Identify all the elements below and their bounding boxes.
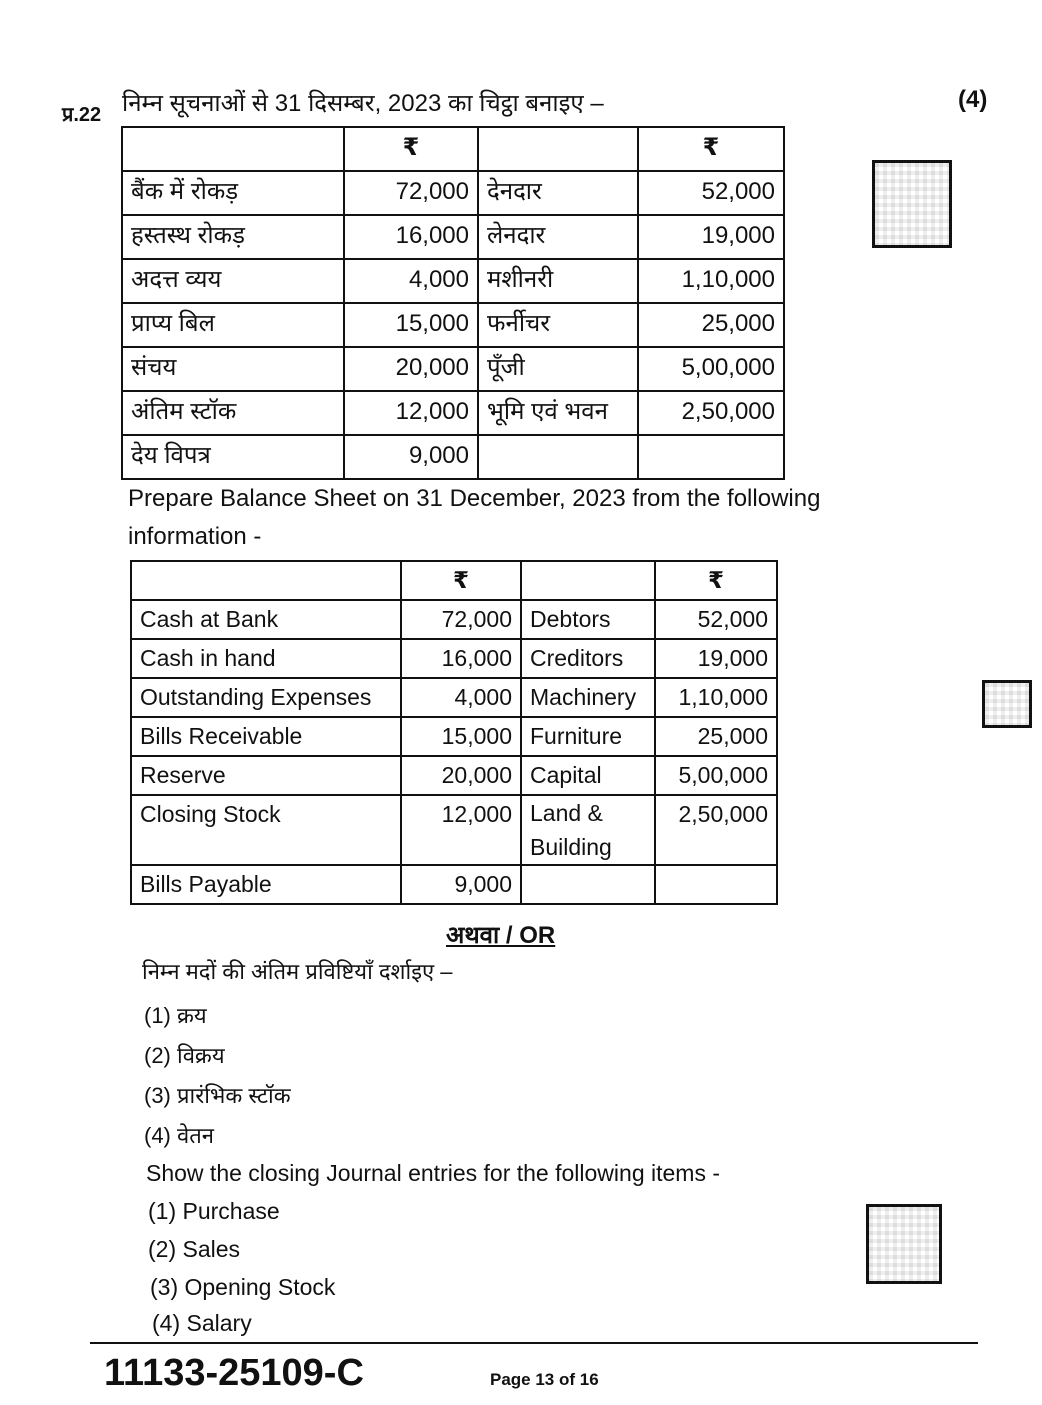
right-item: Capital: [521, 756, 655, 795]
right-amount: 5,00,000: [638, 347, 784, 391]
question-marks: (4): [958, 86, 988, 113]
right-item: [478, 435, 638, 479]
left-amount: 12,000: [344, 391, 478, 435]
left-amount: 9,000: [401, 865, 521, 904]
right-amount: 25,000: [638, 303, 784, 347]
page-number: Page 13 of 16: [490, 1370, 599, 1389]
currency-header: ₹: [655, 561, 777, 600]
table-row: [131, 678, 777, 717]
table-row: [122, 171, 784, 215]
left-item: अदत्त व्यय: [122, 259, 344, 303]
data-matrix-code-icon: [866, 1204, 942, 1284]
footer-divider: [90, 1342, 978, 1344]
currency-header: ₹: [401, 561, 521, 600]
right-item: देनदार: [478, 171, 638, 215]
left-item: बैंक में रोकड़: [122, 171, 344, 215]
list-item: (4) वेतन: [144, 1123, 214, 1148]
or-separator: अथवा / OR: [446, 922, 556, 949]
left-item: Reserve: [131, 756, 401, 795]
list-item: (3) Opening Stock: [150, 1274, 336, 1300]
table-row: [131, 717, 777, 756]
right-item: Debtors: [521, 600, 655, 639]
left-item: Cash at Bank: [131, 600, 401, 639]
right-item: भूमि एवं भवन: [478, 391, 638, 435]
left-item: Outstanding Expenses: [131, 678, 401, 717]
left-item: Cash in hand: [131, 639, 401, 678]
right-amount: 1,10,000: [655, 678, 777, 717]
left-amount: 15,000: [401, 717, 521, 756]
list-item: (2) विक्रय: [144, 1043, 225, 1068]
right-amount: 1,10,000: [638, 259, 784, 303]
left-item: Bills Payable: [131, 865, 401, 904]
currency-header: ₹: [344, 127, 478, 171]
hindi-balance-table: [121, 126, 785, 480]
right-item: Machinery: [521, 678, 655, 717]
table-row: [131, 756, 777, 795]
alt-question-hindi: निम्न मदों की अंतिम प्रविष्टियाँ दर्शाइए –: [142, 959, 453, 984]
table-row: [122, 435, 784, 479]
left-amount: 16,000: [401, 639, 521, 678]
right-item: मशीनरी: [478, 259, 638, 303]
right-amount: 5,00,000: [655, 756, 777, 795]
right-item: पूँजी: [478, 347, 638, 391]
table-row: [122, 215, 784, 259]
english-question-text: Prepare Balance Sheet on 31 December, 2023 from the following information -: [128, 485, 821, 550]
left-item: Closing Stock: [131, 795, 401, 865]
left-amount: 72,000: [344, 171, 478, 215]
question-number: प्र.22: [62, 104, 102, 126]
table-row: [131, 865, 777, 904]
currency-header: ₹: [638, 127, 784, 171]
table-row: [122, 391, 784, 435]
english-balance-table: [130, 560, 778, 905]
left-item: हस्तस्थ रोकड़: [122, 215, 344, 259]
table-row: [122, 303, 784, 347]
question-title-hindi: निम्न सूचनाओं से 31 दिसम्बर, 2023 का चिट्ठा बनाइए –: [122, 90, 604, 117]
left-amount: 16,000: [344, 215, 478, 259]
left-item: प्राप्य बिल: [122, 303, 344, 347]
list-item: (1) Purchase: [148, 1198, 280, 1224]
qr-code-icon: [982, 680, 1032, 728]
right-amount: 19,000: [655, 639, 777, 678]
right-item: Furniture: [521, 717, 655, 756]
left-amount: 9,000: [344, 435, 478, 479]
right-item: लेनदार: [478, 215, 638, 259]
right-amount: 25,000: [655, 717, 777, 756]
right-amount: 2,50,000: [638, 391, 784, 435]
table-row: [122, 347, 784, 391]
right-amount: [638, 435, 784, 479]
table-header-row: [131, 561, 777, 600]
right-amount: 52,000: [655, 600, 777, 639]
left-item: देय विपत्र: [122, 435, 344, 479]
right-amount: 19,000: [638, 215, 784, 259]
list-item: (1) क्रय: [144, 1003, 207, 1028]
left-amount: 4,000: [401, 678, 521, 717]
right-item: Creditors: [521, 639, 655, 678]
right-amount: 52,000: [638, 171, 784, 215]
list-item: (2) Sales: [148, 1236, 241, 1262]
list-item: (4) Salary: [152, 1310, 252, 1336]
list-item: (3) प्रारंभिक स्टॉक: [144, 1083, 291, 1108]
left-amount: 12,000: [401, 795, 521, 865]
left-item: Bills Receivable: [131, 717, 401, 756]
table-header-row: [122, 127, 784, 171]
table-row: [131, 795, 777, 865]
left-amount: 72,000: [401, 600, 521, 639]
data-matrix-code-icon: [872, 160, 952, 248]
left-item: अंतिम स्टॉक: [122, 391, 344, 435]
right-amount: [655, 865, 777, 904]
left-amount: 15,000: [344, 303, 478, 347]
right-item: फर्नीचर: [478, 303, 638, 347]
right-item: Land & Building: [521, 795, 655, 865]
paper-code: 11133-25109-C: [104, 1352, 364, 1394]
table-row: [131, 600, 777, 639]
left-amount: 4,000: [344, 259, 478, 303]
left-item: संचय: [122, 347, 344, 391]
right-item: [521, 865, 655, 904]
alt-question-english: Show the closing Journal entries for the following items -: [146, 1160, 721, 1186]
right-amount: 2,50,000: [655, 795, 777, 865]
left-amount: 20,000: [401, 756, 521, 795]
left-amount: 20,000: [344, 347, 478, 391]
table-row: [131, 639, 777, 678]
table-row: [122, 259, 784, 303]
